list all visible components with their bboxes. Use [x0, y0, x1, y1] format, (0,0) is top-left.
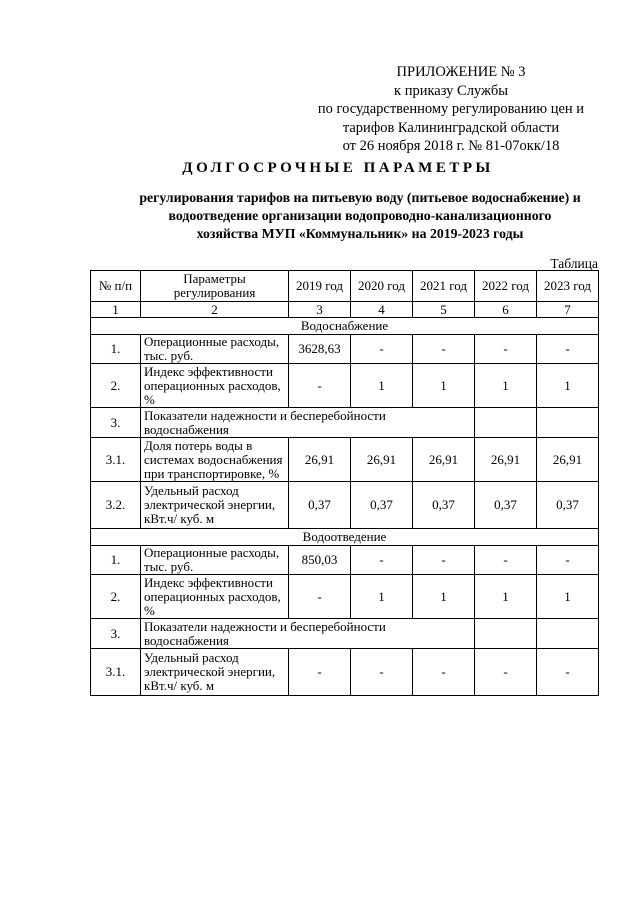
row-num: 2.	[91, 575, 141, 619]
row-param: Доля потерь воды в системах водоснабжения при транспортировке, %	[141, 438, 289, 482]
value-2019: -	[289, 364, 351, 408]
value-2023: 26,91	[537, 438, 599, 482]
row-num: 3.	[91, 619, 141, 649]
row-param: Индекс эффективности операционных расходов, %	[141, 364, 289, 408]
table-row	[91, 546, 599, 575]
annex-service: по государственному регулированию цен и	[317, 101, 585, 117]
value-2023: 1	[537, 364, 599, 408]
table-row	[91, 364, 599, 408]
subtitle-line-3: хозяйства МУП «Коммунальник» на 2019-2023 годы	[196, 226, 524, 241]
value-2022: -	[475, 546, 537, 575]
row-num: 2.	[91, 364, 141, 408]
parameters-table	[90, 270, 599, 696]
table-row	[91, 408, 599, 438]
row-num: 1.	[91, 335, 141, 364]
table-row	[91, 575, 599, 619]
empty-cell	[537, 619, 599, 649]
empty-cell	[537, 408, 599, 438]
value-2022: 0,37	[475, 482, 537, 529]
empty-cell	[475, 619, 537, 649]
colnum: 1	[91, 302, 141, 318]
table-row	[91, 482, 599, 529]
row-param: Показатели надежности и бесперебойности водоснабжения	[141, 619, 475, 649]
colnum: 3	[289, 302, 351, 318]
row-num: 3.1.	[91, 649, 141, 696]
header-2019: 2019 год	[289, 271, 351, 302]
table-row	[91, 619, 599, 649]
value-2020: 1	[351, 364, 413, 408]
colnum: 2	[141, 302, 289, 318]
header-2020: 2020 год	[351, 271, 413, 302]
row-param: Показатели надежности и бесперебойности водоснабжения	[141, 408, 475, 438]
value-2020: 26,91	[351, 438, 413, 482]
value-2021: 1	[413, 575, 475, 619]
colnum: 4	[351, 302, 413, 318]
annex-number: ПРИЛОЖЕНИЕ № 3	[396, 64, 526, 80]
colnum: 5	[413, 302, 475, 318]
table-row	[91, 649, 599, 696]
section-title: Водоснабжение	[91, 318, 599, 335]
value-2021: -	[413, 649, 475, 696]
value-2021: -	[413, 546, 475, 575]
header-param: Параметры регулирования	[141, 271, 289, 302]
value-2022: 1	[475, 575, 537, 619]
row-param: Операционные расходы, тыс. руб.	[141, 335, 289, 364]
value-2020: -	[351, 546, 413, 575]
value-2023: -	[537, 546, 599, 575]
value-2020: -	[351, 649, 413, 696]
document-subtitle	[110, 189, 610, 243]
row-num: 3.	[91, 408, 141, 438]
row-param: Удельный расход электрической энергии, кВт.ч/ куб. м	[141, 649, 289, 696]
table-row	[91, 335, 599, 364]
value-2021: 0,37	[413, 482, 475, 529]
section-row-wastewater	[91, 529, 599, 546]
value-2019: 26,91	[289, 438, 351, 482]
value-2021: -	[413, 335, 475, 364]
row-param: Операционные расходы, тыс. руб.	[141, 546, 289, 575]
value-2023: -	[537, 335, 599, 364]
table-row	[91, 438, 599, 482]
value-2023: -	[537, 649, 599, 696]
section-title: Водоотведение	[91, 529, 599, 546]
colnum: 6	[475, 302, 537, 318]
document-title: ДОЛГОСРОЧНЫЕ ПАРАМЕТРЫ	[182, 160, 494, 176]
value-2019: -	[289, 649, 351, 696]
value-2019: 850,03	[289, 546, 351, 575]
value-2019: -	[289, 575, 351, 619]
header-2022: 2022 год	[475, 271, 537, 302]
header-2023: 2023 год	[537, 271, 599, 302]
annex-region: тарифов Калининградской области	[342, 119, 560, 136]
row-num: 1.	[91, 546, 141, 575]
value-2022: -	[475, 649, 537, 696]
value-2022: -	[475, 335, 537, 364]
header-num: № п/п	[91, 271, 141, 302]
header-2021: 2021 год	[413, 271, 475, 302]
annex-header	[306, 63, 596, 156]
column-number-row	[91, 302, 599, 318]
value-2021: 26,91	[413, 438, 475, 482]
value-2020: 1	[351, 575, 413, 619]
annex-order: к приказу Службы	[394, 82, 508, 99]
value-2023: 0,37	[537, 482, 599, 529]
table-header-row	[91, 271, 599, 302]
value-2022: 26,91	[475, 438, 537, 482]
table-label: Таблица	[550, 256, 598, 271]
empty-cell	[475, 408, 537, 438]
section-row-water-supply	[91, 318, 599, 335]
value-2023: 1	[537, 575, 599, 619]
value-2022: 1	[475, 364, 537, 408]
value-2020: 0,37	[351, 482, 413, 529]
row-param: Удельный расход электрической энергии, кВт.ч/ куб. м	[141, 482, 289, 529]
colnum: 7	[537, 302, 599, 318]
value-2019: 3628,63	[289, 335, 351, 364]
row-num: 3.1.	[91, 438, 141, 482]
subtitle-line-1: регулирования тарифов на питьевую воду (питьевое водоснабжение) и	[139, 190, 581, 205]
subtitle-line-2: водоотведение организации водопроводно-канализационного	[168, 208, 552, 223]
row-num: 3.2.	[91, 482, 141, 529]
value-2019: 0,37	[289, 482, 351, 529]
annex-date: от 26 ноября 2018 г. № 81-07окк/18	[342, 138, 560, 154]
value-2021: 1	[413, 364, 475, 408]
row-param: Индекс эффективности операционных расходов, %	[141, 575, 289, 619]
value-2020: -	[351, 335, 413, 364]
